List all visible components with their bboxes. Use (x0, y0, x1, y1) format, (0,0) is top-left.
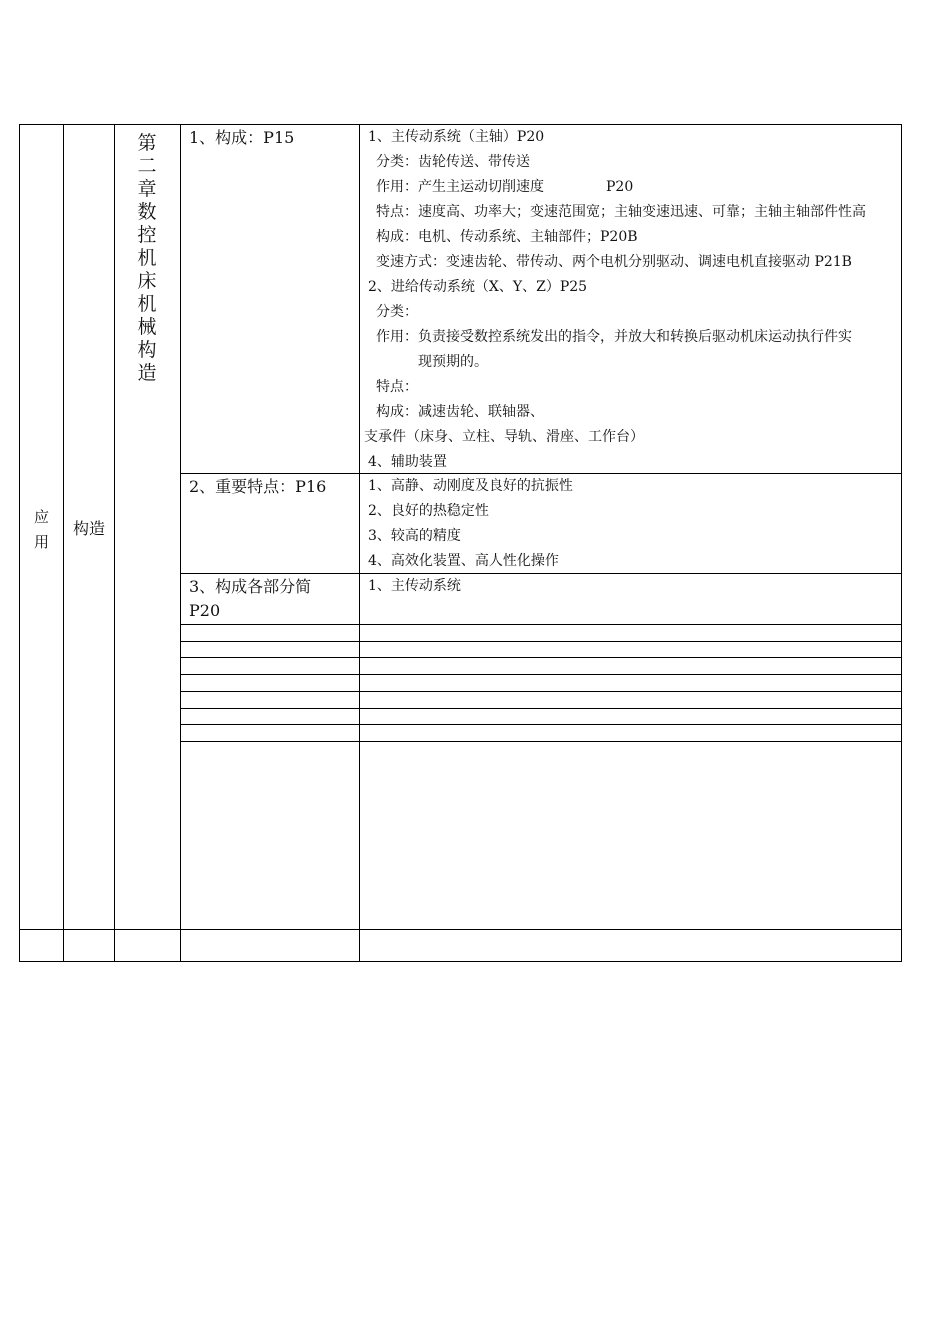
detail-line: 1、主传动系统（主轴）P20 (368, 129, 545, 145)
detail-line: 变速方式：变速齿轮、带传动、两个电机分别驱动、调速电机直接驱动 P21B (376, 254, 852, 270)
row-divider (180, 708, 902, 709)
col-divider-d (359, 124, 360, 962)
chapter-char: 构 (137, 339, 157, 361)
chapter-char: 二 (137, 155, 157, 177)
subcategory-cell: 构造 (72, 519, 105, 538)
row-divider (180, 641, 902, 642)
feature-line: 1、高静、动刚度及良好的抗振性 (368, 478, 573, 494)
detail-line: 分类： (376, 304, 418, 320)
col-divider-c (180, 124, 181, 962)
detail-line: 4、辅助装置 (368, 454, 447, 470)
chapter-char: 控 (137, 224, 157, 246)
row-divider (180, 741, 902, 742)
chapter-char: 造 (137, 362, 157, 384)
table-border-bottom (19, 961, 902, 962)
row-divider (180, 624, 902, 625)
detail-line: 分类：齿轮传送、带传送 (376, 154, 530, 170)
section-heading-components: 3、构成各部分简 P20 (189, 577, 312, 620)
detail-line: 2、进给传动系统（X、Y、Z）P25 (368, 279, 588, 295)
feature-line: 4、高效化装置、高人性化操作 (368, 553, 559, 569)
chapter-char: 机 (137, 293, 157, 315)
category-cell (20, 505, 63, 555)
category-char: 应 (33, 508, 49, 526)
components-details: 1、主传动系统 (368, 578, 461, 594)
section-heading-composition: 1、构成：P15 (189, 128, 295, 147)
section-heading-features: 2、重要特点：P16 (189, 477, 327, 496)
detail-line: 构成：电机、传动系统、主轴部件；P20B (376, 229, 638, 245)
chapter-char: 床 (137, 270, 157, 292)
detail-line: 现预期的。 (418, 354, 488, 370)
row-divider (180, 674, 902, 675)
col-divider-a (63, 124, 64, 962)
chapter-char: 章 (137, 178, 157, 200)
detail-line: 作用：负责接受数控系统发出的指令，并放大和转换后驱动机床运动执行件实 (376, 329, 852, 345)
row-divider (19, 929, 902, 930)
detail-line: 特点：速度高、功率大；变速范围宽；主轴变速迅速、可靠；主轴主轴部件性高 (376, 204, 866, 220)
chapter-char: 数 (137, 201, 157, 223)
feature-line: 2、良好的热稳定性 (368, 503, 489, 519)
table-border-right (901, 124, 902, 962)
detail-line: 支承件（床身、立柱、导轨、滑座、工作台） (364, 429, 644, 445)
row-divider (180, 691, 902, 692)
detail-line: 构成：减速齿轮、联轴器、 (376, 404, 544, 420)
category-char: 用 (33, 533, 49, 551)
chapter-char: 机 (137, 247, 157, 269)
chapter-title (135, 132, 159, 385)
composition-details (364, 125, 898, 475)
detail-line: 特点： (376, 379, 418, 395)
chapter-char: 第 (137, 132, 157, 154)
detail-line: 作用：产生主运动切削速度 P20 (376, 179, 634, 195)
chapter-char: 械 (137, 316, 157, 338)
row-divider (180, 657, 902, 658)
features-details (368, 474, 898, 574)
feature-line: 3、较高的精度 (368, 528, 461, 544)
col-divider-b (114, 124, 115, 962)
row-divider (180, 724, 902, 725)
